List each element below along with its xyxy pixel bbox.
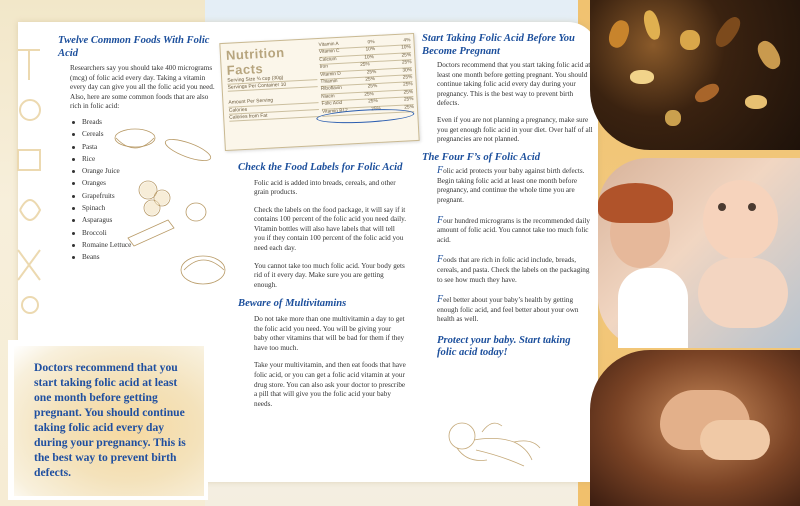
foods-title: Twelve Common Foods With Folic Acid	[58, 35, 210, 59]
four-fs-item	[437, 216, 594, 246]
list-item: Grapefruits	[72, 190, 218, 202]
decorative-letters-watermark	[10, 40, 50, 320]
vitamin-pills-photo	[590, 0, 800, 150]
multivitamins-paragraph: Do not take more than one multivitamin a day to get the folic acid you need. You will be giving your baby other vitamins that will be bad for them if they have too much.	[254, 314, 405, 352]
nutrition-label-line: Servings Per Container 10	[228, 80, 318, 92]
closing-call-to-action: Protect your baby. Start taking folic acid today!	[437, 334, 571, 359]
nutrient-pct-2: 25%	[403, 82, 413, 89]
nutrient-pct: 25%	[367, 84, 378, 90]
nutrition-label-title: Nutrition Facts	[225, 44, 285, 78]
list-item: Rice	[72, 153, 218, 165]
nutrient-pct: 25%	[365, 77, 376, 83]
baby-sketch-illustration	[432, 408, 547, 478]
nutrition-facts-label	[219, 33, 419, 151]
nutrient-pct: 25%	[364, 92, 375, 98]
list-item: Spinach	[72, 202, 218, 214]
multivitamins-title: Beware of Multivitamins	[238, 298, 347, 310]
nutrient-name: Vitamin A	[318, 41, 339, 48]
nutrition-label-vitamins	[318, 38, 414, 117]
nutrient-pct: 10%	[364, 54, 375, 61]
four-fs-text: olic acid protects your baby against birth defects. Begin taking folic acid at least one month before pregnancy, and continue the whole time you are pregnant.	[437, 167, 585, 205]
nutrient-pct: 25%	[360, 62, 370, 69]
nutrient-name: Calcium	[319, 56, 337, 63]
nutrient-pct-2: 10%	[401, 45, 411, 52]
nutrient-pct: 0%	[367, 40, 375, 46]
labels-section	[238, 162, 406, 417]
nutrient-name: Thiamin	[320, 79, 338, 85]
nutrition-label-line: Calories from Fat	[229, 110, 319, 122]
nutrient-pct-2: 25%	[403, 97, 414, 103]
nutrient-pct-2: 30%	[402, 67, 413, 74]
nutrient-name: Riboflavin	[320, 86, 343, 93]
labels-title: Check the Food Labels for Folic Acid	[238, 162, 403, 173]
nutrient-pct: 25%	[366, 69, 377, 76]
four-fs-text: eel better about your baby’s health by getting enough folic acid, and feel better about your own health as well.	[437, 296, 579, 324]
labels-paragraph: Check the labels on the food package, it will say if it contains 100 percent of the folic acid you need daily. Vitamin bottles will also have labels that will tell you if they contain 100 percent of the folic acid you need each day.	[254, 205, 407, 253]
list-item: Oranges	[72, 177, 218, 189]
list-item: Asparagus	[72, 214, 218, 226]
start-title: Start Taking Folic Acid Before You Become Pregnant	[422, 33, 575, 57]
hands-photo	[590, 350, 800, 506]
list-item: Orange Juice	[72, 165, 218, 177]
drop-cap: F	[437, 254, 444, 266]
four-fs-text: our hundred micrograms is the recommended daily amount of folic acid. You cannot take too much folic acid.	[437, 216, 591, 244]
nutrient-pct: 25%	[371, 106, 381, 112]
four-fs-item	[437, 166, 594, 205]
nutrient-name: Folic Acid	[321, 101, 343, 108]
multivitamins-paragraph: Take your multivitamin, and then eat foods that have folic acid, or you can get a folic acid vitamin at your drug store. You can also ask your doctor to prescribe a pill that will give you the folic acid your baby needs.	[254, 361, 406, 408]
nutrient-name: Niacin	[321, 94, 335, 100]
start-section	[422, 33, 594, 360]
list-item: Beans	[72, 251, 218, 263]
four-fs-title: The Four F’s of Folic Acid	[422, 151, 541, 163]
nutrient-pct: 25%	[368, 99, 378, 105]
nutrient-pct-2: 25%	[403, 89, 414, 96]
nutrition-label-line: Amount Per Serving	[228, 95, 318, 107]
nutrient-pct-2: 25%	[401, 60, 412, 66]
nutrient-pct-2: 25%	[404, 104, 415, 111]
drop-cap: F	[437, 165, 444, 177]
list-item: Cereals	[72, 128, 218, 140]
nutrient-pct-2: 25%	[402, 75, 413, 81]
food-sketches-illustration	[108, 120, 228, 310]
labels-paragraph: Folic acid is added into breads, cereals, and other grain products.	[254, 178, 396, 197]
nutrient-name: Vitamin B12	[321, 108, 348, 115]
list-item: Broccoli	[72, 227, 218, 239]
nutrient-name: Vitamin C	[318, 49, 340, 56]
drop-cap: F	[437, 294, 444, 306]
nutrition-label-line: Serving Size ¾ cup (30g)	[227, 73, 317, 85]
list-item: Romaine Lettuce	[72, 239, 218, 251]
nutrient-pct-2: 25%	[401, 52, 412, 59]
start-paragraph: Even if you are not planning a pregnancy, make sure you get enough folic acid in your diet. Over half of all pregnancies are not planned.	[437, 115, 593, 144]
nutrient-name: Vitamin D	[319, 71, 341, 78]
drop-cap: F	[437, 214, 444, 226]
photo-collage	[590, 0, 800, 506]
labels-paragraph: You cannot take too much folic acid. Your body gets rid of it every day. Make sure you are getting enough.	[254, 261, 405, 289]
callout-box	[14, 346, 204, 496]
four-fs-text: oods that are rich in folic acid include, breads, cereals, and pasta. Check the labels on the packaging to see how much they have.	[437, 256, 590, 284]
foods-intro: Researchers say you should take 400 micrograms (mcg) of folic acid every day. Taking a vitamin every day can give you all the folic acid you need. Also, here are some common foods that are also rich in folic acid:	[70, 64, 215, 111]
nutrition-label-line: Calories	[229, 103, 319, 115]
nutrient-name: Iron	[319, 64, 329, 71]
list-item: Pasta	[72, 141, 218, 153]
callout-text: Doctors recommend that you start taking folic acid at least one month before getting pregnant. You should continue taking folic acid every day during your pregnancy. This is the best way to prevent birth defects.	[34, 361, 186, 479]
nutrient-pct: 10%	[365, 47, 376, 53]
start-paragraph: Doctors recommend that you start taking folic acid at least one month before getting pregnant. You should continue taking folic acid every day during your pregnancy. This is the best way to prevent birth defects.	[437, 61, 591, 108]
nutrient-pct-2: 4%	[403, 38, 411, 44]
doctor-and-baby-photo	[598, 158, 800, 348]
four-fs-item	[437, 255, 594, 285]
list-item: Breads	[72, 116, 218, 128]
four-fs-item	[437, 295, 594, 325]
